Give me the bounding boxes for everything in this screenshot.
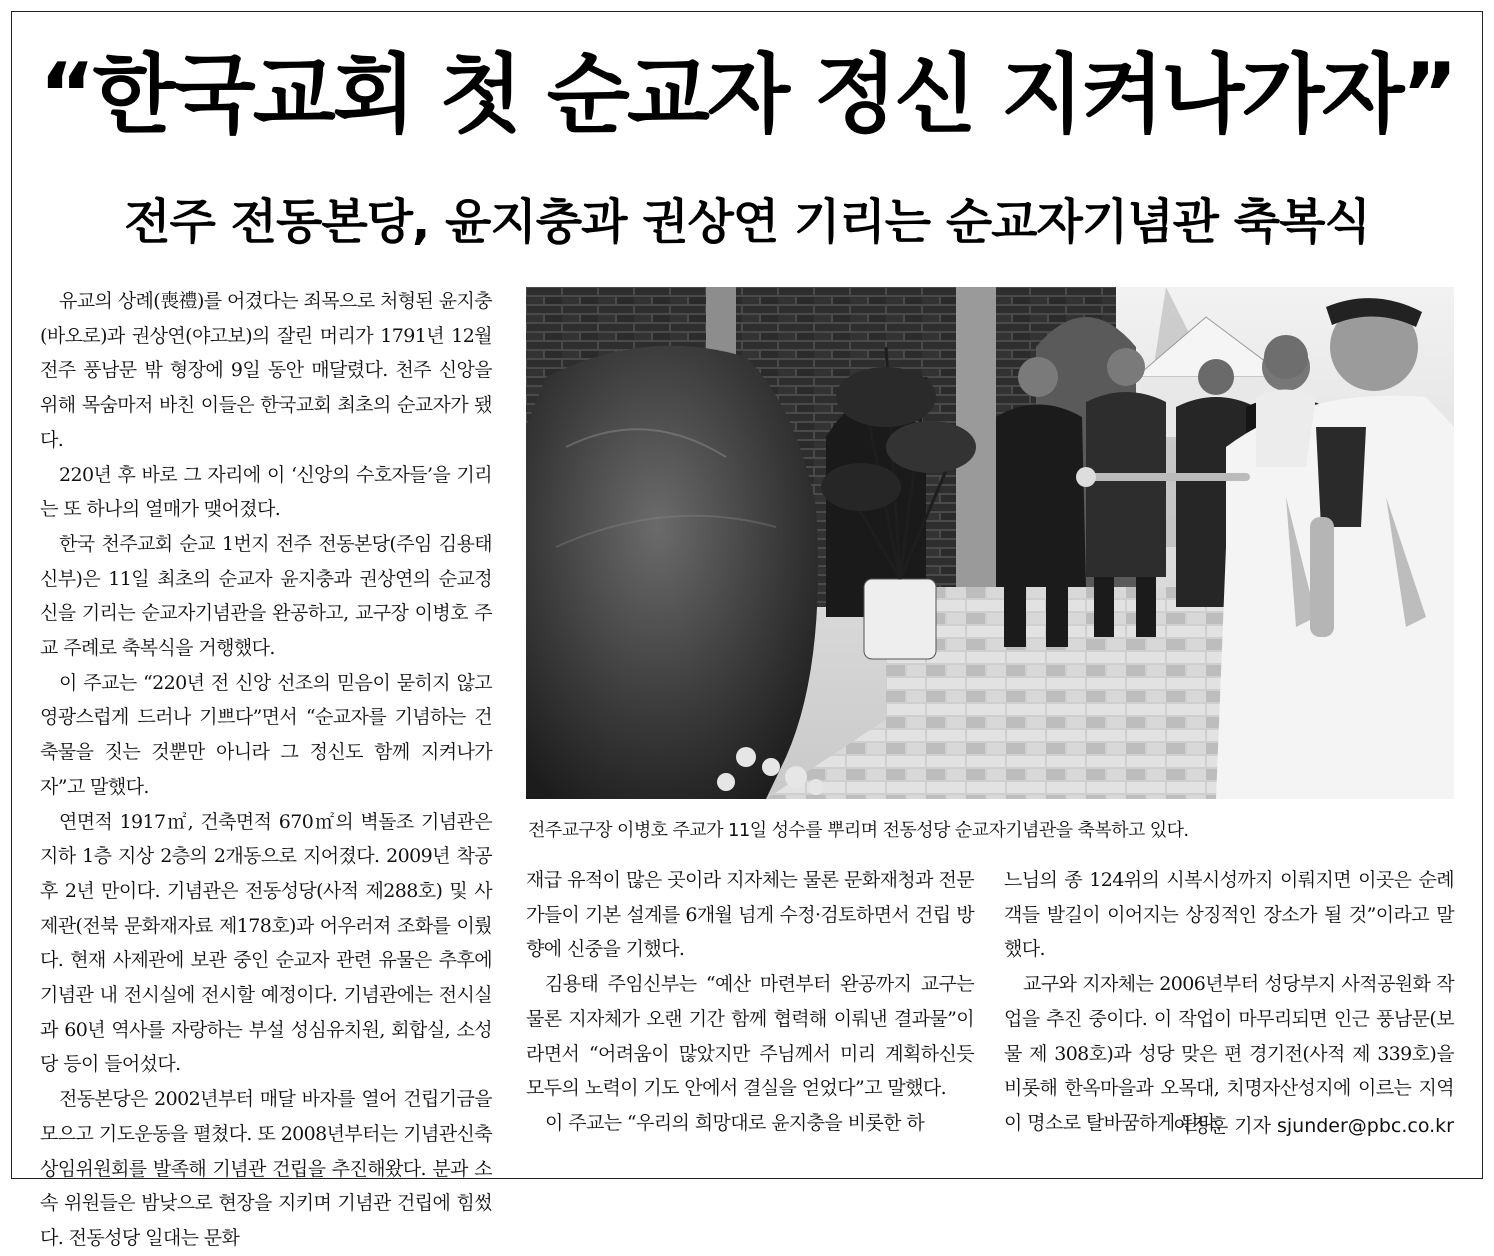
paragraph: 전동본당은 2002년부터 매달 바자를 열어 건립기금을 모으고 기도운동을 펼쳤다. 또 2008년부터는 기념관신축상임위원회를 발족해 기념관 건립을 추진해왔다. 분과 소속 위원들은 밤낮으로 현장을 지키며 기념관 건립에 힘썼다. 전동성당 일대는 문화 (40, 1088, 492, 1249)
paragraph: 이 주교는 “220년 전 신앙 선조의 믿음이 묻히지 않고 영광스럽게 드러나 기쁘다”면서 “순교자를 기념하는 건축물을 짓는 것뿐만 아니라 그 정신도 함께 지켜나가자”고 말했다. (40, 671, 492, 798)
subheadline: 전주 전동본당, 윤지충과 권상연 기리는 순교자기념관 축복식 (124, 194, 1370, 250)
blessing-ceremony-photo (526, 287, 1454, 799)
article-column-1 (40, 284, 492, 1249)
photo-caption: 전주교구장 이병호 주교가 11일 성수를 뿌리며 전동성당 순교자기념관을 축복하고 있다. (528, 820, 1189, 841)
news-photo (526, 287, 1454, 799)
paragraph: 220년 후 바로 그 자리에 이 ‘신앙의 수호자들’을 기리는 또 하나의 열매가 맺어졌다. (40, 463, 492, 521)
paragraph: 교구와 지자체는 2006년부터 성당부지 사적공원화 작업을 추진 중이다. 이 작업이 마무리되면 인근 풍남문(보물 제 308호)과 성당 맞은 편 경기전(사적 제 339호)을 비롯해 한옥마을과 오목대, 치명자산성지에 이르는 지역이 명소로 탈바꿈하게 된다. (1004, 973, 1454, 1134)
paragraph: 김용태 주임신부는 “예산 마련부터 완공까지 교구는 물론 지자체가 오랜 기간 함께 협력해 이뤄낸 결과물”이라면서 “어려움이 많았지만 주님께서 미리 계획하신듯 모두의 노력이 기도 안에서 결실을 얻었다”고 말했다. (526, 973, 974, 1100)
headline: “한국교회 첫 순교자 정신 지켜나가자” (39, 45, 1455, 145)
paragraph: 느님의 종 124위의 시복시성까지 이뤄지면 이곳은 순례객들 발길이 이어지는 상징적인 장소가 될 것”이라고 말했다. (1004, 869, 1454, 961)
paragraph: 유교의 상례(喪禮)를 어겼다는 죄목으로 처형된 윤지충(바오로)과 권상연(야고보)의 잘린 머리가 1791년 12월 전주 풍남문 밖 형장에 9일 동안 매달렸다. 천주 신앙을 위해 목숨마저 바친 이들은 한국교회 최초의 순교자가 됐다. (40, 290, 492, 451)
byline: 이정훈 기자 sjunder@pbc.co.kr (1173, 1115, 1454, 1137)
paragraph: 한국 천주교회 순교 1번지 전주 전동본당(주임 김용태 신부)은 11일 최초의 순교자 윤지충과 권상연의 순교정신을 기리는 순교자기념관을 완공하고, 교구장 이병호 주교 주례로 축복식을 거행했다. (40, 532, 492, 660)
article-column-2 (526, 863, 974, 1153)
paragraph: 연면적 1917㎡, 건축면적 670㎡의 벽돌조 기념관은 지하 1층 지상 2층의 2개동으로 지어졌다. 2009년 착공 후 2년 만이다. 기념관은 전동성당(사적 제288호) 및 사제관(전북 문화재자료 제178호)과 어우러져 조화를 이뤘다. 현재 사제관에 보관 중인 순교자 관련 유물은 추후에 기념관 내 전시실에 전시할 예정이다. 기념관에는 전시실과 60년 역사를 자랑하는 부설 성심유치원, 회합실, 소성당 등이 들어섰다. (40, 810, 492, 1076)
paragraph: 이 주교는 “우리의 희망대로 윤지충을 비롯한 하 (545, 1111, 925, 1134)
paragraph: 재급 유적이 많은 곳이라 지자체는 물론 문화재청과 전문가들이 기본 설계를 6개월 넘게 수정·검토하면서 건립 방향에 신중을 기했다. (526, 869, 974, 961)
